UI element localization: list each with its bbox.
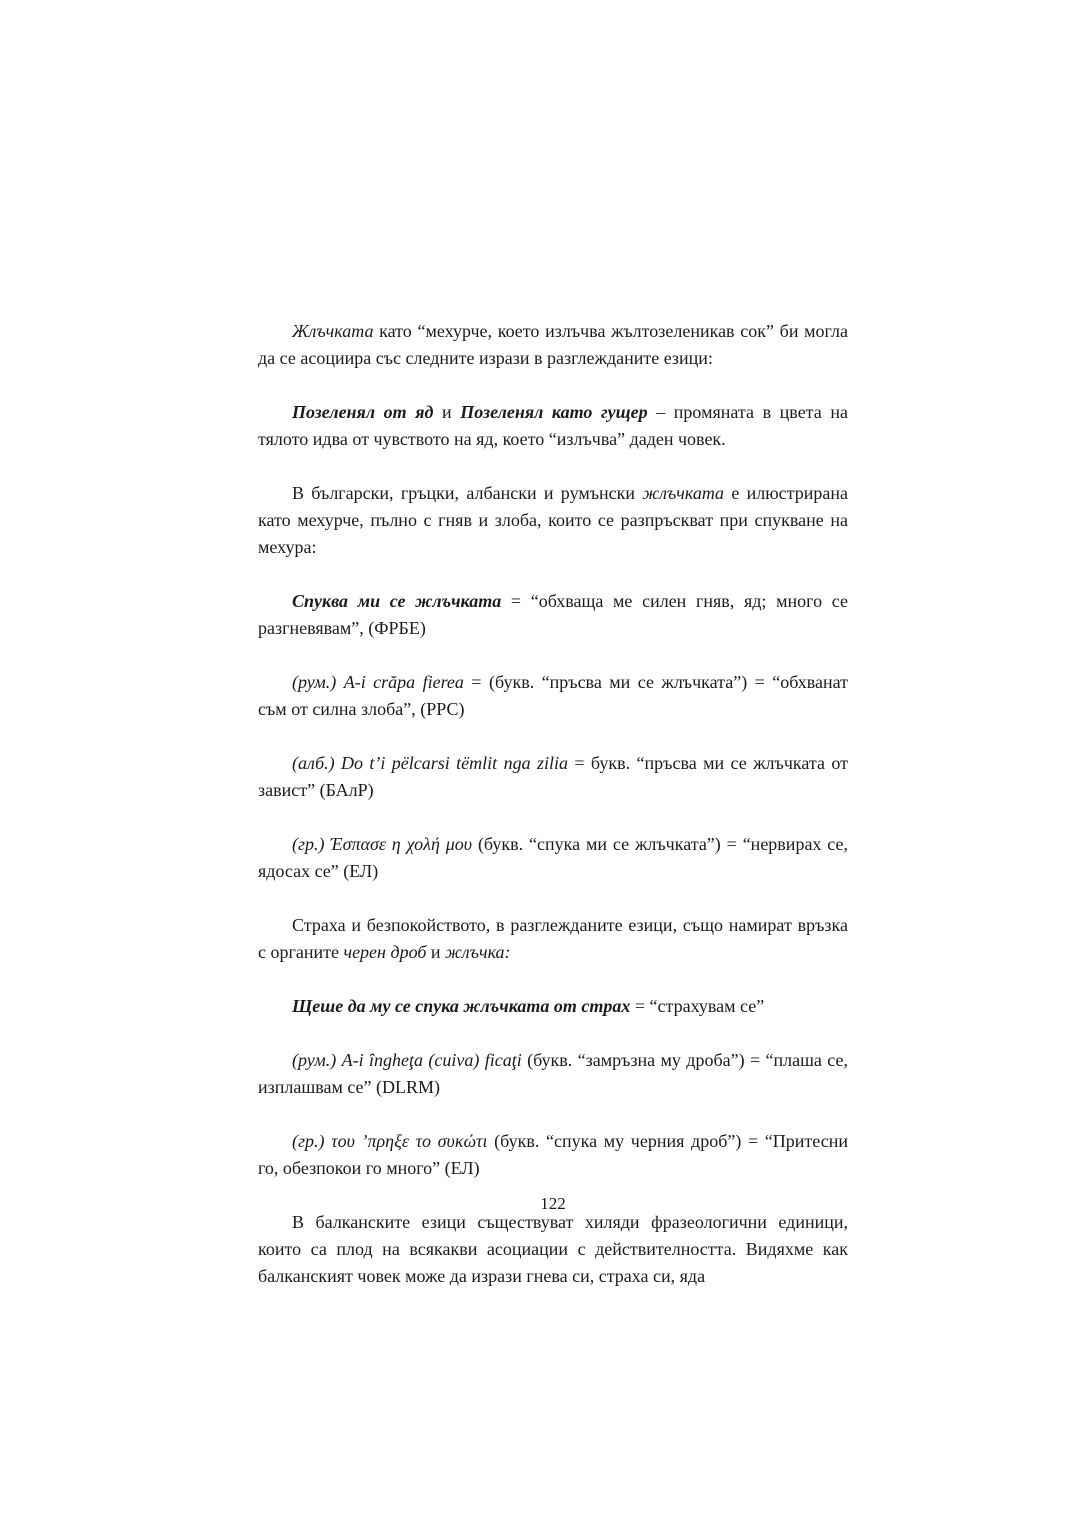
text-run: и bbox=[426, 942, 446, 962]
text-run: Спуква ми се жлъчката bbox=[292, 591, 502, 611]
paragraph bbox=[258, 669, 848, 723]
paragraph bbox=[258, 1209, 848, 1290]
text-run: В български, гръцки, албански и румънски bbox=[292, 483, 643, 503]
text-run: (рум.) A-i crăpa fierea bbox=[292, 672, 464, 692]
text-run: = букв. “пръсва ми се жлъчката от завист” (БАлР) bbox=[258, 753, 848, 800]
text-run: Позеленял от яд bbox=[292, 402, 434, 422]
text-run: – промяната в цвета на тялото идва от чувството на яд, което “излъчва” даден човек. bbox=[258, 402, 848, 449]
text-run: = (букв. “пръсва ми се жлъчката”) = “обхванат съм от силна злоба”, (РРС) bbox=[258, 672, 848, 719]
paragraph bbox=[258, 399, 848, 453]
paragraph bbox=[258, 480, 848, 561]
text-run: жлъчка: bbox=[445, 942, 511, 962]
text-run: Страха и безпокойството, в разглежданите езици, също намират връзка с органите bbox=[258, 915, 848, 962]
text-run: Позеленял като гущер bbox=[460, 402, 648, 422]
text-run: (рум.) A-i îngheţa (cuiva) ficaţi bbox=[292, 1050, 522, 1070]
text-run: Щеше да му се спука жлъчката от страх bbox=[292, 996, 631, 1016]
text-run: Жлъчката bbox=[292, 321, 374, 341]
text-run: (гр.) Έσπασε η χολή μου bbox=[292, 834, 473, 854]
text-run: В балканските езици съществуват хиляди фразеологични единици, които са плод на всякакви асоциации с действителността. Видяхме как балканският човек може да изрази гнева си, страха си, яда bbox=[258, 1212, 848, 1286]
text-run: (букв. “спука му черния дроб”) = “Притесни го, обезпокои го много” (ЕЛ) bbox=[258, 1131, 848, 1178]
paragraph bbox=[258, 993, 848, 1020]
paragraph bbox=[258, 1047, 848, 1101]
page-number: 122 bbox=[540, 1194, 566, 1213]
text-run: като “мехурче, което излъчва жълтозеленикав сок” би могла да се асоциира със следните изрази в разглежданите езици: bbox=[258, 321, 848, 368]
paragraph bbox=[258, 912, 848, 966]
paragraph bbox=[258, 588, 848, 642]
paragraph bbox=[258, 318, 848, 372]
paragraph bbox=[258, 1128, 848, 1182]
text-run: (алб.) Do t’i pëlcarsi tëmlit nga zilia bbox=[292, 753, 568, 773]
text-run: черен дроб bbox=[343, 942, 427, 962]
text-block bbox=[258, 318, 848, 1317]
text-run: (букв. “замръзна му дроба”) = “плаша се, изплашвам се” (DLRM) bbox=[258, 1050, 848, 1097]
text-run: (букв. “спука ми се жлъчката”) = “нервирах се, ядосах се” (ЕЛ) bbox=[258, 834, 849, 881]
text-run: е илюстрирана като мехурче, пълно с гняв и злоба, които се разпръскват при спукване на мехура: bbox=[258, 483, 848, 557]
text-run: (гр.) του ’πρηξε το συκώτι bbox=[292, 1131, 488, 1151]
paragraph bbox=[258, 750, 848, 804]
text-run: жлъчката bbox=[642, 483, 725, 503]
text-run: = “обхваща ме силен гняв, яд; много се разгневявам”, (ФРБЕ) bbox=[258, 591, 848, 638]
text-run: и bbox=[433, 402, 461, 422]
paragraph bbox=[258, 831, 848, 885]
text-run: = “страхувам се” bbox=[630, 996, 765, 1016]
